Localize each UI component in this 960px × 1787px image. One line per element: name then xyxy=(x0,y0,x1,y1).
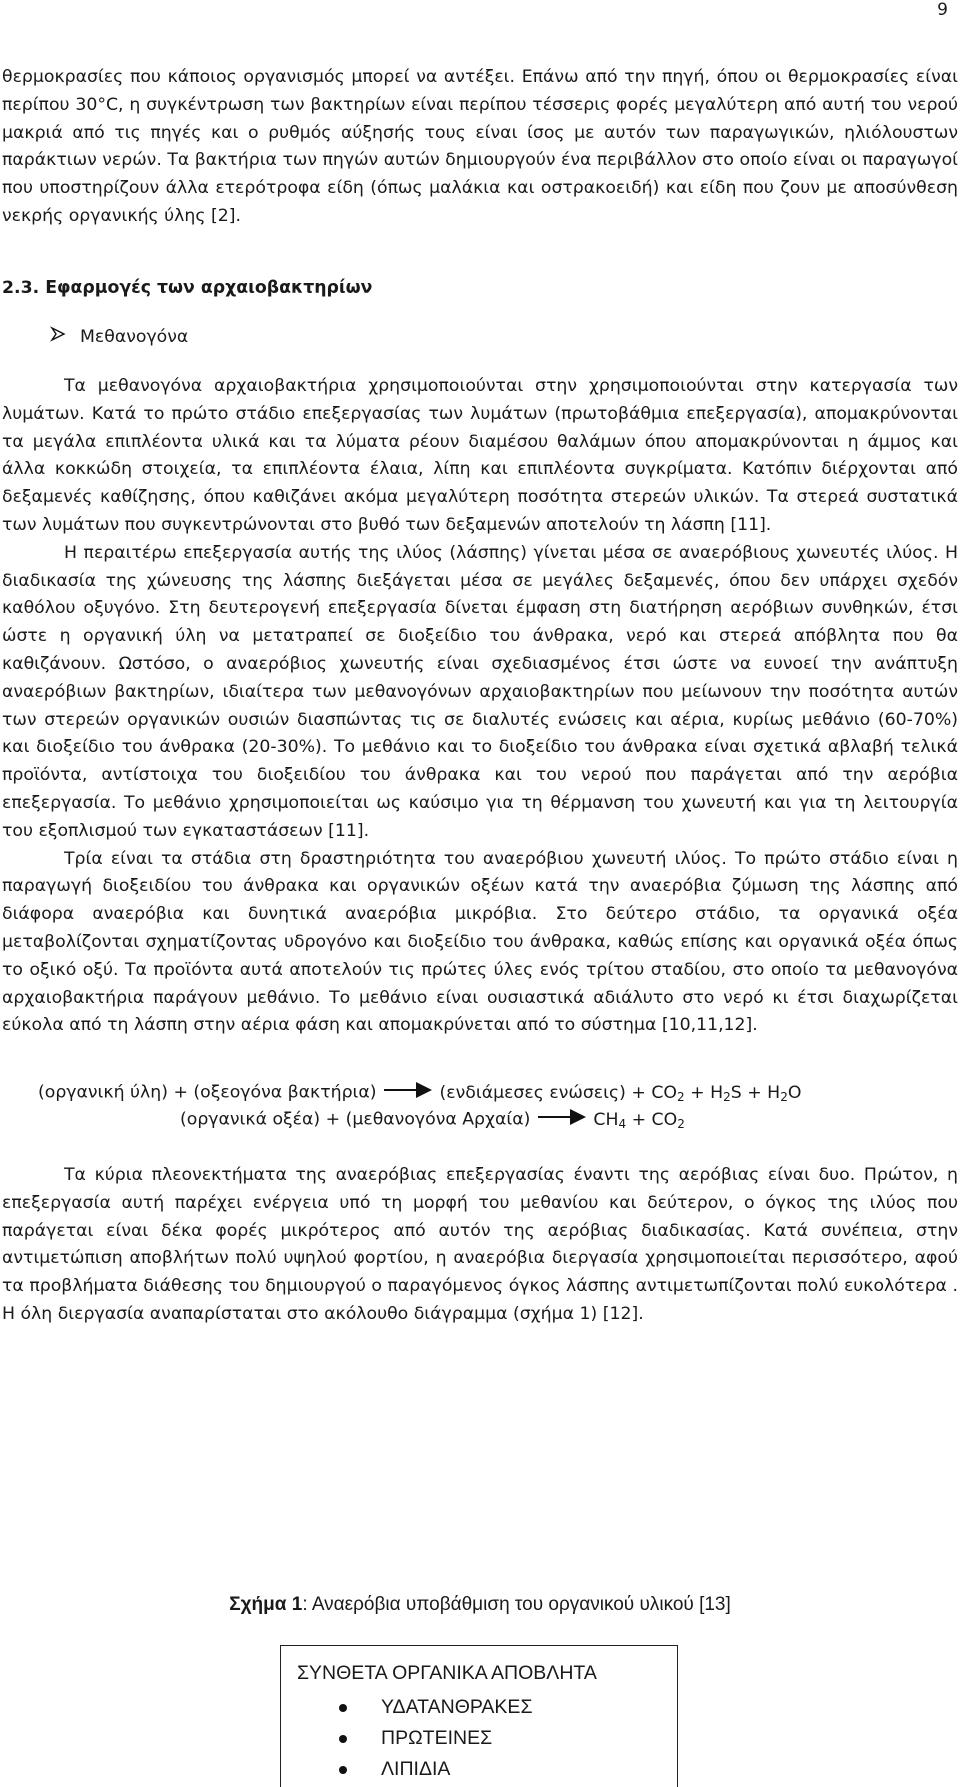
bullet-dot-icon xyxy=(339,1704,347,1712)
diagram-box-title: ΣΥΝΘΕΤΑ ΟΡΓΑΝΙΚΑ ΑΠΟΒΛΗΤΑ xyxy=(297,1662,597,1684)
paragraph-text: Τα μεθανογόνα αρχαιοβακτήρια χρησιμοποιούνται στην χρησιμοποιούνται στην κατεργασία των λυμάτων. Κατά το πρώτο στάδιο επεξεργασίας των λυμάτων (πρωτοβάθμια επεξεργασία), απομακρύνονται τα μεγάλα επιπλέοντα υλικά και τα λύματα ρέουν διαμέσου θαλάμων όπου απομακρύνονται η άμμος και άλλα κοκκώδη στοιχεία, τα επιπλέοντα έλαια, λίπη και επιπλέοντα συγκρίματα. Κατόπιν διέρχονται από δεξαμενές καθίζησης, όπου καθιζάνει ακόμα μεγαλύτερη ποσότητα στερεών υλικών. Τα στερεά συστατικά των λυμάτων που συγκεντρώνονται στο βυθό των δεξαμενών αποτελούν τη λάσπη [11]. xyxy=(2,376,958,535)
page-number: 9 xyxy=(937,0,948,20)
paragraph-text: θερμοκρασίες που κάποιος οργανισμός μπορεί να αντέξει. Επάνω από την πηγή, όπου οι θερμοκρασίες είναι περίπου 30°C, η συγκέντρωση των βακτηρίων είναι περίπου τέσσερις φορές μεγαλύτερη από αυτή του νερού μακριά από τις πηγές και ο ρυθμός αύξησής τους είναι ίσος με αυτόν των παραγωγικών, ηλιόλουστων παράκτιων νερών. Τα βακτήρια των πηγών αυτών δημιουργούν ένα περιβάλλον στο οποίο είναι οι παραγωγοί που υποστηρίζουν άλλα ετερότροφα είδη (όπως μαλάκια και οστρακοειδή) και είδη που ζουν με αποσύνθεση νεκρής οργανικής ύλης [2]. xyxy=(2,67,958,226)
paragraph-methanogens xyxy=(2,373,958,1040)
figure-caption xyxy=(0,1594,960,1616)
figure-caption-text: : Αναερόβια υποβάθμιση του οργανικού υλικού [13] xyxy=(302,1594,731,1615)
reaction-reactants: (οργανική ύλη) + (οξεογόνα βακτήρια) xyxy=(38,1082,377,1103)
paragraph-text: Τα κύρια πλεονεκτήματα της αναερόβιας επεξεργασίας έναντι της αερόβιας είναι δυο. Πρώτον, η επεξεργασία αυτή παρέχει ενέργεια υπό τη μορφή του μεθανίου και δεύτερον, ο όγκος της ιλύος που παράγεται είναι δέκα φορές μικρότερος από αυτόν της αερόβιας διαδικασίας. Κατά συνέπεια, στην αντιμετώπιση αποβλήτων πολύ υψηλού φορτίου, η αναερόβια διεργασία χρησιμοποιείται περισσότερο, αφού τα προβλήματα διάθεσης του δημιουργού ο παραγόμενος όγκος λάσπης αντιμετωπίζονται πολύ ευκολότερα . Η όλη διεργασία αναπαρίσταται στο ακόλουθο διάγραμμα (σχήμα 1) [12]. xyxy=(2,1165,958,1324)
reaction-products: $CH_4 + CO_2$ xyxy=(593,1109,685,1131)
arrow-bullet-icon xyxy=(50,326,80,347)
reaction-arrow-icon xyxy=(382,1080,434,1105)
section-heading: 2.3. Εφαρμογές των αρχαιοβακτηρίων xyxy=(2,278,373,298)
reaction-arrow-icon xyxy=(536,1107,588,1132)
bullet-dot-icon xyxy=(339,1766,347,1774)
list-item: ΠΡΩΤΕΙΝΕΣ xyxy=(339,1723,533,1754)
list-item: ΥΔΑΤΑΝΘΡΑΚΕΣ xyxy=(339,1692,533,1723)
reaction-equation-2 xyxy=(180,1107,685,1132)
diagram-box xyxy=(280,1645,678,1787)
list-item: ΛΙΠΙΔΙΑ xyxy=(339,1754,533,1785)
bullet-item-methanogens xyxy=(50,326,188,347)
paragraph-thermophiles xyxy=(2,64,958,231)
reaction-products: (ενδιάμεσες $\varepsilon\nu ώ\sigma\varepsilon\iota\varsigma) + CO_2 + H_2S + H_2O$ xyxy=(439,1082,802,1104)
diagram-box-list xyxy=(339,1692,533,1785)
bullet-dot-icon xyxy=(339,1735,347,1743)
paragraph-text: Τρία είναι τα στάδια στη δραστηριότητα του αναερόβιου χωνευτή ιλύος. Το πρώτο στάδιο είναι η παραγωγή διοξειδίου του άνθρακα και οργανικών οξέων κατά την αναερόβια ζύμωση της λάσπης από διάφορα αναερόβια και δυνητικά αναερόβια μικρόβια. Στο δεύτερο στάδιο, τα οργανικά οξέα μεταβολίζονται σχηματίζοντας υδρογόνο και διοξείδιο του άνθρακα, καθώς επίσης και οργανικά οξέα όπως το οξικό οξύ. Τα προϊόντα αυτά αποτελούν τις πρώτες ύλες ενός τρίτου σταδίου, στο οποίο τα μεθανογόνα αρχαιοβακτήρια παράγουν μεθάνιο. Το μεθάνιο είναι ουσιαστικά αδιάλυτο στο νερό κι έτσι διαχωρίζεται εύκολα από τη λάσπη στην αέρια φάση και απομακρύνεται από το σύστημα [10,11,12]. xyxy=(2,848,958,1036)
paragraph-advantages xyxy=(2,1162,958,1329)
reaction-equation-1 xyxy=(38,1080,801,1105)
figure-label: Σχήμα 1 xyxy=(229,1594,303,1615)
paragraph-text: Η περαιτέρω επεξεργασία αυτής της ιλύος (λάσπης) γίνεται μέσα σε αναερόβιους χωνευτές ιλύος. Η διαδικασία της χώνευσης της λάσπης διεξάγεται μέσα σε μεγάλες δεξαμενές, όπου δεν υπάρχει σχεδόν καθόλου οξυγόνο. Στη δευτερογενή επεξεργασία δίνεται έμφαση στη διατήρηση αερόβιων συνθηκών, έτσι ώστε η οργανική ύλη να μετατραπεί σε διοξείδιο του άνθρακα, νερό και στερεά απόβλητα που θα καθιζάνουν. Ωστόσο, ο αναερόβιος χωνευτής είναι σχεδιασμένος έτσι ώστε να ευνοεί την ανάπτυξη αναερόβιων βακτηρίων, ιδιαίτερα των μεθανογόνων αρχαιοβακτηρίων που μείωνουν την ποσότητα αυτών των στερεών οργανικών ουσιών διασπώντας τις σε διαλυτές ενώσεις και αέρια, κυρίως μεθάνιο (60-70%) και διοξείδιο του άνθρακα (20-30%). Το μεθάνιο και το διοξείδιο του άνθρακα είναι σχετικά αβλαβή τελικά προϊόντα, αντίστοιχα του διοξειδίου του άνθρακα και του νερού που παράγεται από την αερόβια επεξεργασία. Το μεθάνιο χρησιμοποιείται ως καύσιμο για τη θέρμανση του χωνευτή και για τη λειτουργία του εξοπλισμού των εγκαταστάσεων [11]. xyxy=(2,542,958,841)
bullet-label: Μεθανογόνα xyxy=(80,326,189,347)
reaction-reactants: (οργανικά οξέα) + (μεθανογόνα Αρχαία) xyxy=(180,1109,531,1130)
